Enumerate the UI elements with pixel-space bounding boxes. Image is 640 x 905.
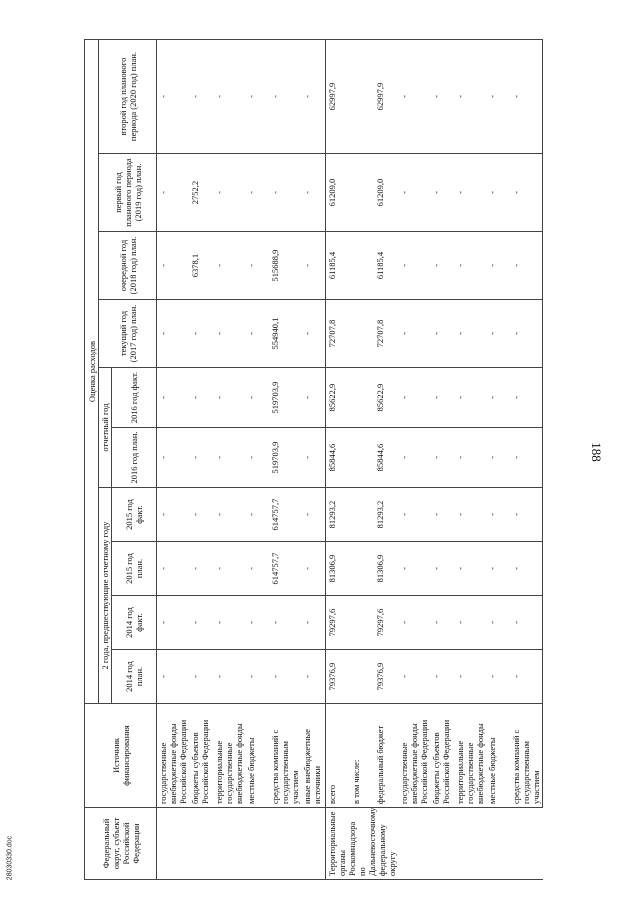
value-cell: -: [245, 232, 269, 300]
source-cell: средства компаний с государственным участием: [510, 704, 543, 808]
value-cell: [350, 154, 374, 232]
value-cell: -: [245, 488, 269, 542]
value-cell: 61209,0: [374, 154, 398, 232]
value-cell: -: [398, 488, 430, 542]
header-plan-year-1: первый год планового периода (2019 год) план.: [99, 154, 157, 232]
value-cell: -: [157, 232, 190, 300]
value-cell: -: [486, 300, 510, 368]
value-cell: -: [301, 300, 326, 368]
value-cell: -: [430, 488, 454, 542]
value-cell: -: [301, 542, 326, 596]
value-cell: -: [430, 232, 454, 300]
value-cell: -: [157, 40, 190, 154]
value-cell: -: [486, 154, 510, 232]
value-cell: -: [157, 596, 190, 650]
value-cell: -: [486, 428, 510, 488]
table-row: [454, 40, 486, 880]
header-prev-two-years: 2 года, предшествующие отчетному году: [99, 488, 112, 704]
value-cell: 61185,4: [374, 232, 398, 300]
value-cell: 519703,9: [269, 368, 301, 428]
value-cell: [350, 368, 374, 428]
value-cell: -: [510, 300, 543, 368]
region-cell: Территориальные органы Роскомнадзора по Дальневосточному федеральному округу: [326, 808, 543, 880]
value-cell: 85622,9: [374, 368, 398, 428]
value-cell: -: [189, 40, 213, 154]
value-cell: -: [157, 488, 190, 542]
value-cell: -: [189, 368, 213, 428]
value-cell: -: [510, 40, 543, 154]
value-cell: -: [430, 542, 454, 596]
value-cell: -: [486, 650, 510, 704]
header-estimate: Оценка расходов: [85, 40, 99, 704]
value-cell: -: [189, 488, 213, 542]
value-cell: -: [213, 368, 245, 428]
header-plan-year-2: второй год планового периода (2020 год) план.: [99, 40, 157, 154]
value-cell: -: [189, 650, 213, 704]
source-cell: территориальные государственные внебюджетные фонды: [454, 704, 486, 808]
value-cell: 72707,8: [374, 300, 398, 368]
value-cell: 72707,8: [326, 300, 351, 368]
value-cell: -: [398, 650, 430, 704]
value-cell: 79297,6: [326, 596, 351, 650]
value-cell: -: [486, 40, 510, 154]
value-cell: -: [454, 40, 486, 154]
value-cell: -: [398, 40, 430, 154]
value-cell: -: [269, 154, 301, 232]
value-cell: -: [398, 300, 430, 368]
header-reporting-year: отчетный год: [99, 368, 112, 488]
rotated-table-area: [84, 40, 629, 880]
value-cell: -: [398, 542, 430, 596]
header-current-year: текущий год (2017 год) план.: [99, 300, 157, 368]
value-cell: -: [245, 300, 269, 368]
table-row: [213, 40, 245, 880]
header-2016-fact: 2016 год факт.: [112, 368, 157, 428]
value-cell: -: [157, 428, 190, 488]
source-cell: местные бюджеты: [245, 704, 269, 808]
table-row: [350, 40, 374, 880]
value-cell: -: [430, 596, 454, 650]
value-cell: -: [301, 232, 326, 300]
value-cell: -: [398, 368, 430, 428]
value-cell: 79297,6: [374, 596, 398, 650]
value-cell: 81293,2: [374, 488, 398, 542]
table-row: [157, 40, 190, 880]
value-cell: -: [213, 300, 245, 368]
table-row: [430, 40, 454, 880]
value-cell: -: [430, 154, 454, 232]
value-cell: -: [454, 300, 486, 368]
value-cell: -: [245, 40, 269, 154]
value-cell: -: [157, 300, 190, 368]
value-cell: [350, 300, 374, 368]
header-region: Федеральный округ, субъект Российской Федерации: [85, 808, 157, 880]
source-cell: федеральный бюджет: [374, 704, 398, 808]
source-cell: бюджеты субъектов Российской Федерации: [189, 704, 213, 808]
value-cell: [350, 488, 374, 542]
value-cell: -: [213, 650, 245, 704]
value-cell: -: [269, 596, 301, 650]
value-cell: -: [486, 232, 510, 300]
value-cell: -: [486, 596, 510, 650]
page-number: 188: [589, 442, 604, 462]
value-cell: 61185,4: [326, 232, 351, 300]
value-cell: -: [486, 542, 510, 596]
value-cell: 79376,9: [326, 650, 351, 704]
value-cell: -: [510, 154, 543, 232]
value-cell: -: [454, 596, 486, 650]
value-cell: -: [213, 428, 245, 488]
value-cell: -: [189, 428, 213, 488]
value-cell: 85622,9: [326, 368, 351, 428]
value-cell: -: [213, 596, 245, 650]
value-cell: -: [454, 232, 486, 300]
table-row: [269, 40, 301, 880]
source-cell: местные бюджеты: [486, 704, 510, 808]
value-cell: -: [245, 596, 269, 650]
value-cell: -: [510, 488, 543, 542]
value-cell: -: [189, 300, 213, 368]
source-cell: в том числе:: [350, 704, 374, 808]
value-cell: -: [301, 154, 326, 232]
value-cell: -: [454, 542, 486, 596]
value-cell: -: [157, 154, 190, 232]
value-cell: -: [245, 542, 269, 596]
value-cell: [350, 542, 374, 596]
value-cell: [350, 596, 374, 650]
table-row: [486, 40, 510, 880]
value-cell: -: [454, 428, 486, 488]
table-row: [398, 40, 430, 880]
document-filename: 28030330.doc: [6, 835, 14, 881]
source-cell: всего: [326, 704, 351, 808]
value-cell: [350, 650, 374, 704]
value-cell: -: [454, 488, 486, 542]
source-cell: государственные внебюджетные фонды Российской Федерации: [398, 704, 430, 808]
table-row: [374, 40, 398, 880]
value-cell: -: [510, 368, 543, 428]
value-cell: 85844,6: [326, 428, 351, 488]
value-cell: -: [301, 596, 326, 650]
header-2016-plan: 2016 год план.: [112, 428, 157, 488]
header-source: Источник финансирования: [85, 704, 157, 808]
value-cell: 81306,9: [326, 542, 351, 596]
value-cell: -: [454, 368, 486, 428]
source-cell: территориальные государственные внебюджетные фонды: [213, 704, 245, 808]
value-cell: -: [245, 368, 269, 428]
value-cell: -: [430, 428, 454, 488]
value-cell: -: [398, 154, 430, 232]
value-cell: -: [157, 542, 190, 596]
value-cell: -: [269, 40, 301, 154]
value-cell: -: [301, 368, 326, 428]
value-cell: -: [189, 542, 213, 596]
header-2015-plan: 2015 год план.: [112, 542, 157, 596]
value-cell: -: [213, 542, 245, 596]
value-cell: -: [269, 650, 301, 704]
header-2015-fact: 2015 год факт.: [112, 488, 157, 542]
table-row: [301, 40, 326, 880]
value-cell: -: [486, 488, 510, 542]
value-cell: 81306,9: [374, 542, 398, 596]
value-cell: -: [454, 154, 486, 232]
value-cell: -: [213, 154, 245, 232]
value-cell: 614757,7: [269, 542, 301, 596]
value-cell: -: [398, 428, 430, 488]
value-cell: 2752,2: [189, 154, 213, 232]
value-cell: 62997,9: [374, 40, 398, 154]
value-cell: -: [245, 650, 269, 704]
value-cell: -: [213, 232, 245, 300]
source-cell: бюджеты субъектов Российской Федерации: [430, 704, 454, 808]
source-cell: средства компаний с государственным участием: [269, 704, 301, 808]
value-cell: 515688,9: [269, 232, 301, 300]
value-cell: 62997,9: [326, 40, 351, 154]
value-cell: 614757,7: [269, 488, 301, 542]
value-cell: -: [454, 650, 486, 704]
value-cell: -: [510, 596, 543, 650]
table-row: [510, 40, 543, 880]
header-2014-plan: 2014 год план.: [112, 650, 157, 704]
financing-table: [84, 39, 543, 880]
value-cell: 6378,1: [189, 232, 213, 300]
value-cell: -: [245, 154, 269, 232]
value-cell: 519703,9: [269, 428, 301, 488]
table-row: [245, 40, 269, 880]
value-cell: [350, 428, 374, 488]
value-cell: -: [301, 428, 326, 488]
value-cell: 61209,0: [326, 154, 351, 232]
value-cell: -: [398, 596, 430, 650]
table-row: [189, 40, 213, 880]
source-cell: иные внебюджетные источники: [301, 704, 326, 808]
value-cell: -: [157, 650, 190, 704]
table-row: [326, 40, 351, 880]
value-cell: -: [213, 488, 245, 542]
value-cell: -: [510, 542, 543, 596]
value-cell: -: [189, 596, 213, 650]
value-cell: 85844,6: [374, 428, 398, 488]
value-cell: -: [510, 232, 543, 300]
value-cell: -: [157, 368, 190, 428]
value-cell: 554940,1: [269, 300, 301, 368]
value-cell: [350, 232, 374, 300]
value-cell: -: [430, 368, 454, 428]
value-cell: -: [398, 232, 430, 300]
header-next-year: очередной год (2018 год) план.: [99, 232, 157, 300]
header-2014-fact: 2014 год факт.: [112, 596, 157, 650]
region-cell: [157, 808, 326, 880]
value-cell: 81293,2: [326, 488, 351, 542]
value-cell: -: [301, 40, 326, 154]
value-cell: -: [245, 428, 269, 488]
value-cell: -: [213, 40, 245, 154]
value-cell: -: [430, 300, 454, 368]
source-cell: государственные внебюджетные фонды Российской Федерации: [157, 704, 190, 808]
value-cell: -: [301, 650, 326, 704]
value-cell: -: [301, 488, 326, 542]
value-cell: -: [486, 368, 510, 428]
table-body: [157, 40, 543, 880]
value-cell: -: [510, 428, 543, 488]
value-cell: -: [430, 650, 454, 704]
value-cell: -: [430, 40, 454, 154]
value-cell: 79376,9: [374, 650, 398, 704]
value-cell: -: [510, 650, 543, 704]
value-cell: [350, 40, 374, 154]
